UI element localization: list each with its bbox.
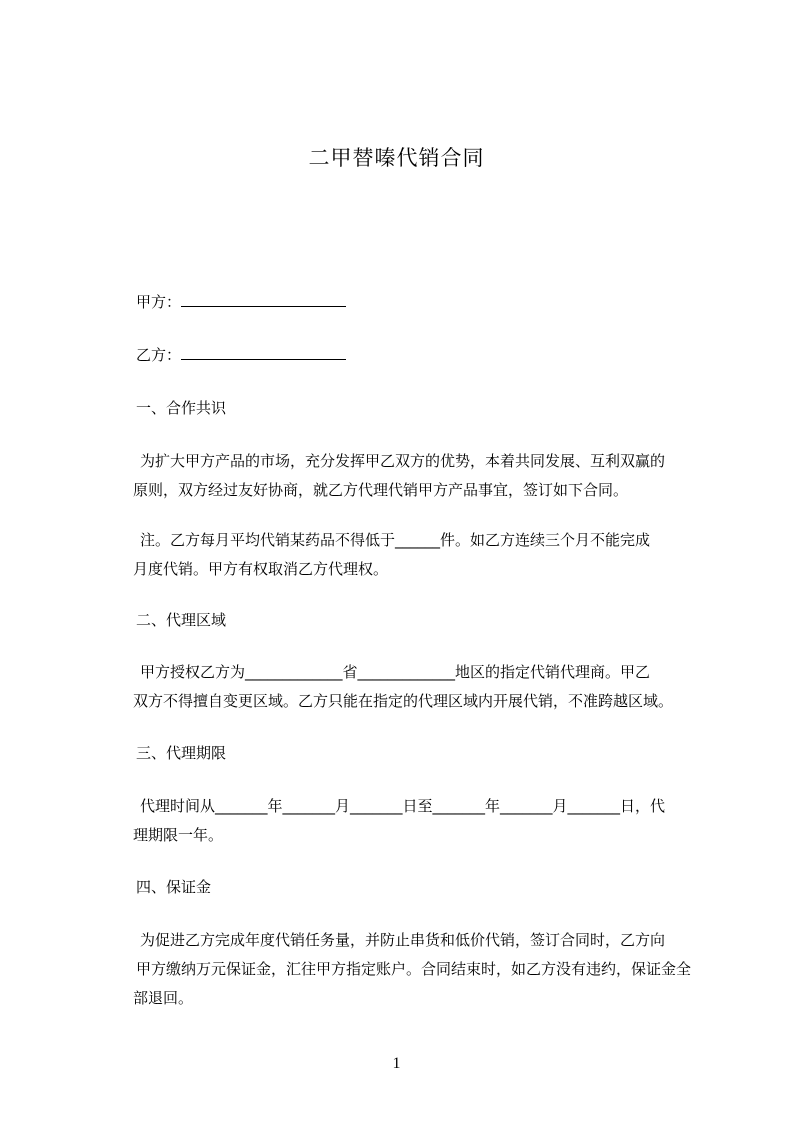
paragraph-deposit	[133, 926, 705, 1013]
paragraph-line: 注。乙方每月平均代销某药品不得低于______件。如乙方连续三个月不能完成	[140, 531, 651, 549]
paragraph-line: 为促进乙方完成年度代销任务量，并防止串货和低价代销，签订合同时，乙方向	[140, 931, 666, 949]
paragraph-term	[133, 792, 705, 850]
section-heading-term: 三、代理期限	[136, 744, 227, 762]
page-number: 1	[392, 1055, 401, 1072]
paragraph-region	[133, 658, 705, 716]
section-heading-cooperation: 一、合作共识	[136, 399, 227, 417]
paragraph-line: 理期限一年。	[133, 826, 224, 844]
paragraph-cooperation-note	[133, 526, 705, 584]
paragraph-cooperation-intro	[133, 447, 705, 505]
paragraph-line: 月度代销。甲方有权取消乙方代理权。	[133, 560, 389, 578]
document-title: 二甲替嗪代销合同	[308, 146, 485, 170]
section-heading-deposit: 四、保证金	[136, 878, 212, 896]
paragraph-line: 甲方缴纳万元保证金，汇往甲方指定账户。合同结束时，如乙方没有违约，保证金全	[136, 960, 692, 978]
paragraph-line: 双方不得擅自变更区域。乙方只能在指定的代理区域内开展代销，不准跨越区域。	[133, 692, 674, 710]
party-b-label: 乙方：	[136, 346, 182, 364]
party-a-label: 甲方：	[136, 293, 182, 311]
party-b-blank	[181, 344, 346, 360]
paragraph-line: 部退回。	[133, 989, 194, 1007]
paragraph-line: 原则，双方经过友好协商，就乙方代理代销甲方产品事宜，签订如下合同。	[133, 481, 629, 499]
party-a-line	[136, 291, 346, 312]
paragraph-line: 代理时间从_______年_______月_______日至_______年_______月_______日，代	[140, 797, 666, 815]
party-b-line	[136, 344, 346, 365]
paragraph-line: 为扩大甲方产品的市场，充分发挥甲乙双方的优势，本着共同发展、互利双赢的	[140, 452, 666, 470]
paragraph-line: 甲方授权乙方为_____________省_____________地区的指定代销代理商。甲乙	[140, 663, 651, 681]
party-a-blank	[181, 291, 346, 307]
section-heading-region: 二、代理区域	[136, 611, 227, 629]
